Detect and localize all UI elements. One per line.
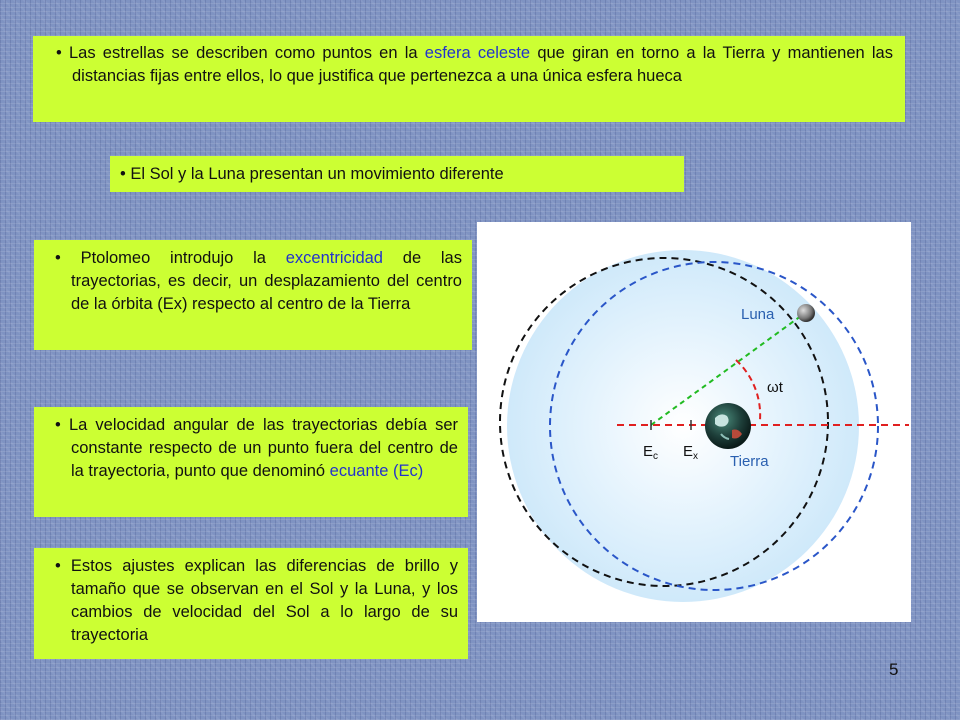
moon-label: Luna <box>741 306 775 323</box>
equant-text-pre: La velocidad angular de las trayectorias debía ser constante respecto de un punto fuera del centro de la trayectoria, punto que denominó <box>68 416 458 480</box>
eccentricity-box <box>34 240 472 350</box>
stars-celestial-sphere-box <box>33 36 905 122</box>
sun-moon-text: El Sol y la Luna presentan un movimiento diferente <box>130 165 504 183</box>
eccentricity-term: excentricidad <box>285 249 383 267</box>
bullet-icon: • <box>56 44 62 62</box>
sun-moon-paragraph <box>120 163 674 186</box>
eccentricity-text-pre: Ptolomeo introdujo la <box>80 249 286 267</box>
stars-paragraph <box>45 42 893 88</box>
moon-icon <box>797 304 815 322</box>
eccentricity-text-post: de las trayectorias, es decir, un desplazamiento del centro de la órbita (Ex) respecto al centro de la Tierra <box>71 249 462 313</box>
adjustments-text: Estos ajustes explican las diferencias de brillo y tamaño que se observan en el Sol y la Luna, y los cambios de velocidad del Sol a lo largo de su trayectoria <box>70 557 458 644</box>
adjustments-box <box>34 548 468 659</box>
ex-label-sub: x <box>693 451 699 462</box>
ptolemy-orbit-diagram <box>477 222 911 622</box>
earth-label: Tierra <box>730 453 769 470</box>
page-number: 5 <box>889 660 899 679</box>
equant-paragraph <box>44 414 458 483</box>
bullet-icon: • <box>120 165 126 183</box>
equant-box <box>34 407 468 517</box>
bullet-icon: • <box>55 557 61 575</box>
ec-label-main: E <box>643 443 654 460</box>
bullet-icon: • <box>55 249 61 267</box>
stars-text-post: que giran en torno a la Tierra y mantienen las distancias fijas entre ellos, lo que justifica que pertenezca a una única esfera hueca <box>72 44 893 85</box>
equant-term: ecuante (Ec) <box>329 462 424 480</box>
celestial-sphere-term: esfera celeste <box>424 44 531 62</box>
sun-moon-motion-box <box>110 156 684 192</box>
ex-label-main: E <box>683 443 694 460</box>
orbit-diagram-svg <box>477 222 911 622</box>
bullet-icon: • <box>55 416 61 434</box>
earth-icon <box>705 403 751 449</box>
angle-label: ωt <box>767 379 783 396</box>
eccentricity-paragraph <box>44 247 462 316</box>
adjustments-paragraph <box>44 555 458 647</box>
stars-text-pre: Las estrellas se describen como puntos en la <box>69 44 425 62</box>
ec-label-sub: c <box>653 451 659 462</box>
